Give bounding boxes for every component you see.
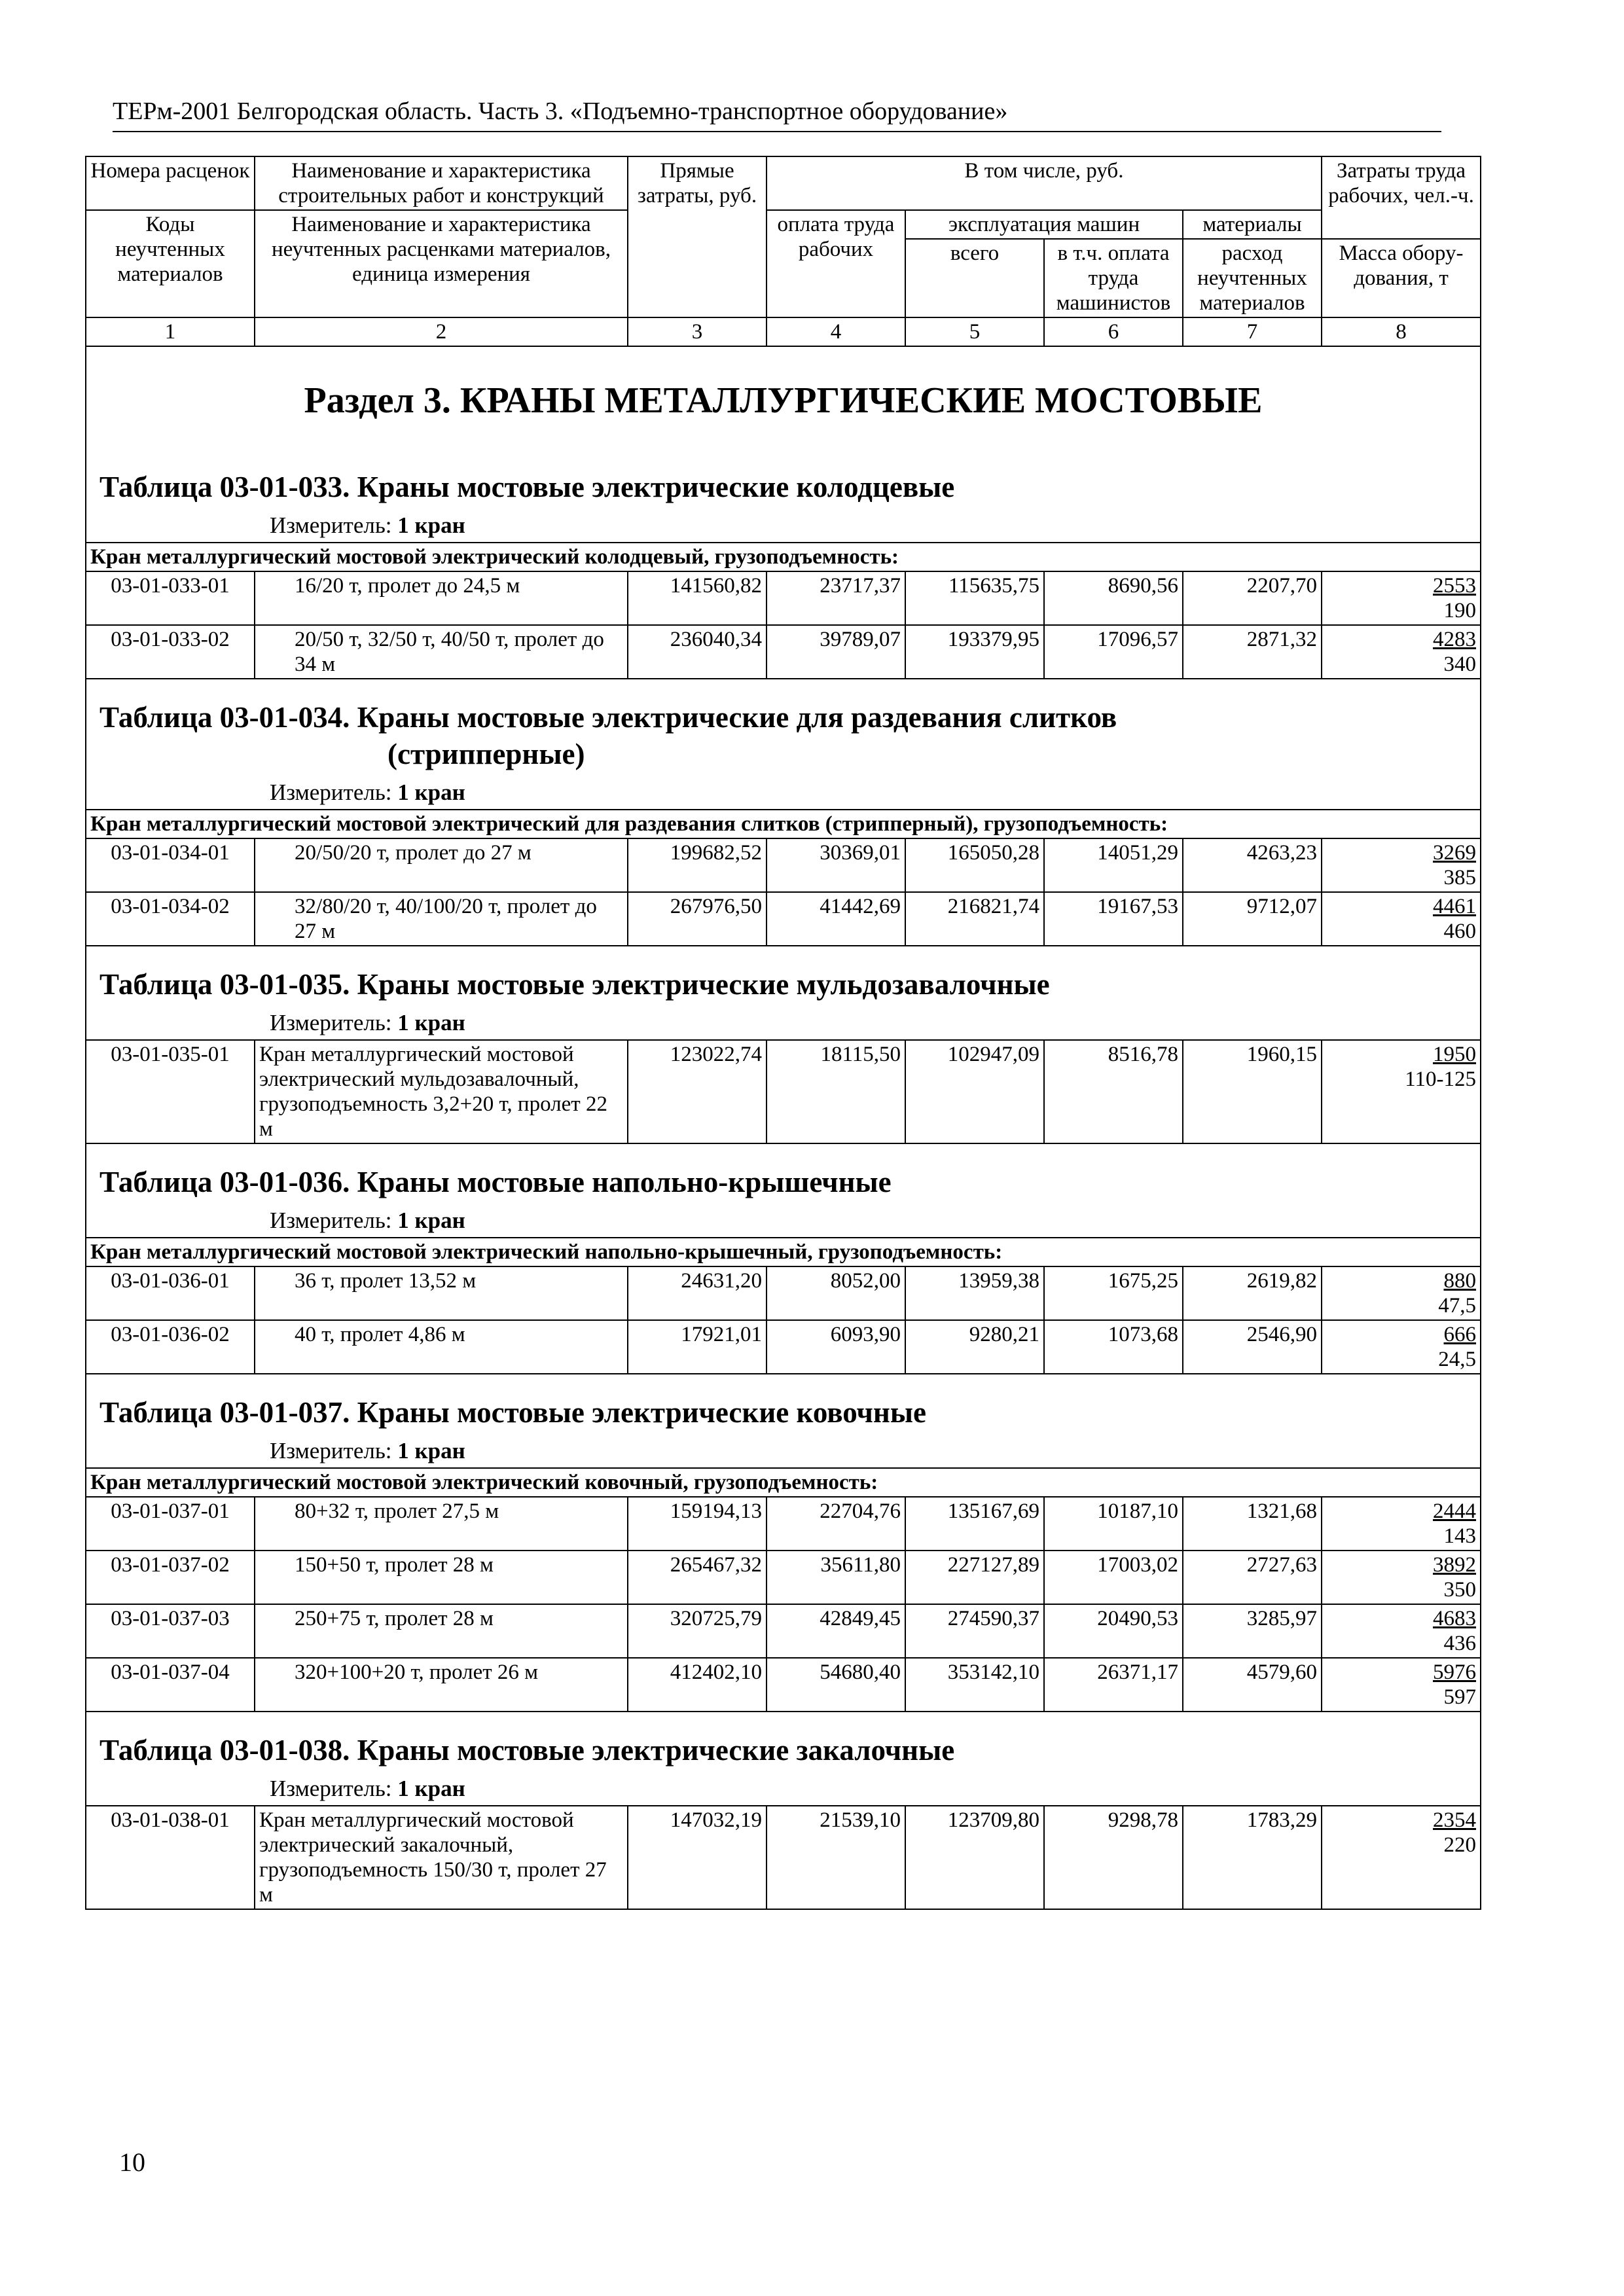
header-col4: оплата труда рабочих [767, 210, 905, 317]
rate-name: 20/50/20 т, пролет до 27 м [255, 838, 628, 892]
machinist-labor-cost: 9298,78 [1044, 1806, 1183, 1909]
header-col5: всего [905, 239, 1044, 317]
rate-name: 20/50 т, 32/50 т, 40/50 т, пролет до 34 м [255, 625, 628, 679]
machine-cost: 193379,95 [905, 625, 1044, 679]
equipment-mass: 340 [1443, 653, 1477, 676]
header-col3: Прямые затраты, руб. [628, 156, 767, 317]
direct-cost: 265467,32 [628, 1551, 767, 1604]
machine-cost: 353142,10 [905, 1658, 1044, 1712]
labor-hours: 2444 [1433, 1499, 1477, 1523]
labor-and-mass [1322, 1040, 1481, 1143]
measure-label: Измеритель: [270, 1010, 392, 1035]
measure-value: 1 кран [397, 512, 465, 538]
machine-cost: 216821,74 [905, 892, 1044, 946]
labor-and-mass [1322, 892, 1481, 946]
machinist-labor-cost: 14051,29 [1044, 838, 1183, 892]
labor-and-mass [1322, 1497, 1481, 1551]
table-title-row [86, 1143, 1481, 1238]
measure-label: Измеритель: [270, 780, 392, 805]
rate-code: 03-01-036-01 [86, 1266, 255, 1320]
machine-cost: 123709,80 [905, 1806, 1044, 1909]
rate-name: Кран металлургический мостовой электрический закалочный, грузоподъемность 150/30 т, пролет 27 м [255, 1806, 628, 1909]
labor-cost: 23717,37 [767, 571, 905, 625]
table-row [86, 625, 1481, 679]
labor-cost: 41442,69 [767, 892, 905, 946]
column-number: 5 [905, 317, 1044, 346]
rate-name: 36 т, пролет 13,52 м [255, 1266, 628, 1320]
table-title-text: Таблица 03-01-037. Краны мостовые электрические ковочные [99, 1396, 926, 1429]
header-col2-bottom: Наименование и характеристика неучтенных расценками материалов, единица измерения [255, 210, 628, 317]
measure-value: 1 кран [397, 780, 465, 805]
machinist-labor-cost: 8516,78 [1044, 1040, 1183, 1143]
labor-cost: 39789,07 [767, 625, 905, 679]
measure-value: 1 кран [397, 1010, 465, 1035]
rate-code: 03-01-033-01 [86, 571, 255, 625]
group-label: Кран металлургический мостовой электрический для раздевания слитков (стрипперный), грузоподъемность: [86, 810, 1481, 838]
section-row [86, 346, 1481, 449]
equipment-mass: 24,5 [1438, 1348, 1477, 1371]
direct-cost: 141560,82 [628, 571, 767, 625]
labor-cost: 6093,90 [767, 1320, 905, 1374]
equipment-mass: 190 [1443, 599, 1477, 622]
header-col7: расход неучтенных материалов [1183, 239, 1322, 317]
labor-and-mass [1322, 1806, 1481, 1909]
materials-cost: 4263,23 [1183, 838, 1322, 892]
labor-and-mass [1322, 1658, 1481, 1712]
labor-and-mass [1322, 838, 1481, 892]
machine-cost: 115635,75 [905, 571, 1044, 625]
column-number: 6 [1044, 317, 1183, 346]
materials-cost: 4579,60 [1183, 1658, 1322, 1712]
column-number: 7 [1183, 317, 1322, 346]
header-row-1 [86, 156, 1481, 210]
machinist-labor-cost: 26371,17 [1044, 1658, 1183, 1712]
machine-cost: 165050,28 [905, 838, 1044, 892]
table-row [86, 1497, 1481, 1551]
equipment-mass: 385 [1443, 866, 1477, 889]
equipment-mass: 220 [1443, 1833, 1477, 1857]
header-machines: эксплуатация машин [905, 210, 1183, 239]
group-row [86, 543, 1481, 571]
direct-cost: 147032,19 [628, 1806, 767, 1909]
column-number: 2 [255, 317, 628, 346]
header-materials: материалы [1183, 210, 1322, 239]
measure-label: Измеритель: [270, 1776, 392, 1801]
measure-line [86, 776, 1480, 809]
rate-code: 03-01-037-03 [86, 1604, 255, 1658]
labor-hours: 1950 [1433, 1043, 1477, 1066]
table-title [86, 679, 1480, 776]
measure-value: 1 кран [397, 1776, 465, 1801]
measure-value: 1 кран [397, 1208, 465, 1233]
table-row [86, 1551, 1481, 1604]
equipment-mass: 460 [1443, 920, 1477, 943]
rate-name: 32/80/20 т, 40/100/20 т, пролет до 27 м [255, 892, 628, 946]
direct-cost: 320725,79 [628, 1604, 767, 1658]
machinist-labor-cost: 8690,56 [1044, 571, 1183, 625]
machinist-labor-cost: 19167,53 [1044, 892, 1183, 946]
table-row [86, 1320, 1481, 1374]
rate-code: 03-01-035-01 [86, 1040, 255, 1143]
equipment-mass: 110-125 [1405, 1067, 1477, 1091]
machine-cost: 135167,69 [905, 1497, 1044, 1551]
measure-label: Измеритель: [270, 1438, 392, 1463]
page-header: ТЕРм-2001 Белгородская область. Часть 3. «Подъемно-транспортное оборудование» [113, 97, 1441, 132]
materials-cost: 2871,32 [1183, 625, 1322, 679]
direct-cost: 267976,50 [628, 892, 767, 946]
measure-line [86, 1204, 1480, 1237]
group-row [86, 810, 1481, 838]
labor-cost: 22704,76 [767, 1497, 905, 1551]
page-number: 10 [119, 2147, 145, 2177]
machine-cost: 102947,09 [905, 1040, 1044, 1143]
rate-code: 03-01-037-02 [86, 1551, 255, 1604]
measure-label: Измеритель: [270, 1208, 392, 1233]
materials-cost: 2727,63 [1183, 1551, 1322, 1604]
measure-line [86, 1772, 1480, 1805]
machinist-labor-cost: 20490,53 [1044, 1604, 1183, 1658]
measure-label: Измеритель: [270, 512, 392, 538]
group-row [86, 1238, 1481, 1266]
direct-cost: 17921,01 [628, 1320, 767, 1374]
table-title-text: Таблица 03-01-038. Краны мостовые электрические закалочные [99, 1734, 955, 1767]
labor-hours: 880 [1443, 1269, 1477, 1293]
column-number: 3 [628, 317, 767, 346]
materials-cost: 1321,68 [1183, 1497, 1322, 1551]
table-title [86, 1712, 1480, 1772]
measure-line [86, 509, 1480, 542]
group-label: Кран металлургический мостовой электрический ковочный, грузоподъемность: [86, 1468, 1481, 1497]
table-title-text: Таблица 03-01-034. Краны мостовые электрические для раздевания слитков [99, 701, 1117, 734]
measure-line [86, 1435, 1480, 1467]
equipment-mass: 350 [1443, 1578, 1477, 1602]
header-including: В том числе, руб. [767, 156, 1322, 210]
direct-cost: 123022,74 [628, 1040, 767, 1143]
labor-hours: 4683 [1433, 1607, 1477, 1630]
machinist-labor-cost: 1073,68 [1044, 1320, 1183, 1374]
labor-hours: 3269 [1433, 841, 1477, 865]
section-title: Раздел 3. КРАНЫ МЕТАЛЛУРГИЧЕСКИЕ МОСТОВЫЕ [304, 380, 1263, 421]
rate-name: 150+50 т, пролет 28 м [255, 1551, 628, 1604]
machinist-labor-cost: 17003,02 [1044, 1551, 1183, 1604]
rate-code: 03-01-034-01 [86, 838, 255, 892]
column-number: 1 [86, 317, 255, 346]
materials-cost: 3285,97 [1183, 1604, 1322, 1658]
table-title-continuation: (стрипперные) [388, 738, 585, 770]
machinist-labor-cost: 17096,57 [1044, 625, 1183, 679]
labor-and-mass [1322, 1266, 1481, 1320]
table-row [86, 1604, 1481, 1658]
table-title-row [86, 449, 1481, 543]
header-col1-top: Номера расценок [86, 156, 255, 210]
labor-hours: 4461 [1433, 895, 1477, 918]
materials-cost: 2619,82 [1183, 1266, 1322, 1320]
table-title-row [86, 946, 1481, 1040]
rate-name: 40 т, пролет 4,86 м [255, 1320, 628, 1374]
rate-name: Кран металлургический мостовой электрический мульдозавалочный, грузоподъемность 3,2+20 т, пролет 22 м [255, 1040, 628, 1143]
materials-cost: 1960,15 [1183, 1040, 1322, 1143]
labor-hours: 666 [1443, 1323, 1477, 1346]
labor-and-mass [1322, 1551, 1481, 1604]
equipment-mass: 597 [1443, 1685, 1477, 1709]
header-col6: в т.ч. оплата труда машинистов [1044, 239, 1183, 317]
group-label: Кран металлургический мостовой электрический колодцевый, грузоподъемность: [86, 543, 1481, 571]
labor-cost: 21539,10 [767, 1806, 905, 1909]
column-number: 8 [1322, 317, 1481, 346]
table-title-row [86, 1374, 1481, 1468]
labor-hours: 5976 [1433, 1660, 1477, 1684]
table-title-text: Таблица 03-01-033. Краны мостовые электрические колодцевые [99, 471, 955, 503]
price-table [85, 156, 1481, 1910]
header-col8-top: Затраты труда рабочих, чел.-ч. [1322, 156, 1481, 239]
table-row [86, 1040, 1481, 1143]
rate-name: 16/20 т, пролет до 24,5 м [255, 571, 628, 625]
labor-hours: 2354 [1433, 1808, 1477, 1832]
labor-cost: 42849,45 [767, 1604, 905, 1658]
equipment-mass: 436 [1443, 1632, 1477, 1655]
machinist-labor-cost: 1675,25 [1044, 1266, 1183, 1320]
labor-cost: 18115,50 [767, 1040, 905, 1143]
table-title [86, 1144, 1480, 1204]
table-row [86, 571, 1481, 625]
rate-code: 03-01-038-01 [86, 1806, 255, 1909]
labor-and-mass [1322, 1604, 1481, 1658]
rate-code: 03-01-037-01 [86, 1497, 255, 1551]
equipment-mass: 143 [1443, 1524, 1477, 1548]
labor-cost: 54680,40 [767, 1658, 905, 1712]
machine-cost: 274590,37 [905, 1604, 1044, 1658]
rate-name: 250+75 т, пролет 28 м [255, 1604, 628, 1658]
table-row [86, 1266, 1481, 1320]
machine-cost: 227127,89 [905, 1551, 1044, 1604]
header-col8-bottom: Масса обору-дования, т [1322, 239, 1481, 317]
machine-cost: 13959,38 [905, 1266, 1044, 1320]
table-title-text: Таблица 03-01-036. Краны мостовые напольно-крышечные [99, 1166, 892, 1198]
direct-cost: 199682,52 [628, 838, 767, 892]
labor-and-mass [1322, 625, 1481, 679]
table-row [86, 892, 1481, 946]
materials-cost: 2546,90 [1183, 1320, 1322, 1374]
group-label: Кран металлургический мостовой электрический напольно-крышечный, грузоподъемность: [86, 1238, 1481, 1266]
table-row [86, 1658, 1481, 1712]
labor-hours: 3892 [1433, 1553, 1477, 1577]
labor-and-mass [1322, 571, 1481, 625]
rate-code: 03-01-034-02 [86, 892, 255, 946]
header-col1-bottom: Коды неучтенных материалов [86, 210, 255, 317]
table-row [86, 1806, 1481, 1909]
labor-cost: 8052,00 [767, 1266, 905, 1320]
direct-cost: 412402,10 [628, 1658, 767, 1712]
machine-cost: 9280,21 [905, 1320, 1044, 1374]
table-title [86, 449, 1480, 509]
materials-cost: 2207,70 [1183, 571, 1322, 625]
table-title-row [86, 679, 1481, 810]
labor-hours: 4283 [1433, 628, 1477, 651]
table-title [86, 946, 1480, 1007]
table-title-row [86, 1712, 1481, 1806]
header-row-2 [86, 210, 1481, 239]
table-row [86, 838, 1481, 892]
labor-and-mass [1322, 1320, 1481, 1374]
labor-cost: 30369,01 [767, 838, 905, 892]
rate-name: 320+100+20 т, пролет 26 м [255, 1658, 628, 1712]
materials-cost: 9712,07 [1183, 892, 1322, 946]
equipment-mass: 47,5 [1438, 1294, 1477, 1318]
labor-cost: 35611,80 [767, 1551, 905, 1604]
header-col2-top: Наименование и характеристика строительных работ и конструкций [255, 156, 628, 210]
rate-code: 03-01-036-02 [86, 1320, 255, 1374]
rate-name: 80+32 т, пролет 27,5 м [255, 1497, 628, 1551]
table-title [86, 1374, 1480, 1435]
measure-value: 1 кран [397, 1438, 465, 1463]
direct-cost: 236040,34 [628, 625, 767, 679]
measure-line [86, 1007, 1480, 1039]
column-number: 4 [767, 317, 905, 346]
table-title-text: Таблица 03-01-035. Краны мостовые электрические мульдозавалочные [99, 968, 1050, 1001]
direct-cost: 24631,20 [628, 1266, 767, 1320]
rate-code: 03-01-037-04 [86, 1658, 255, 1712]
materials-cost: 1783,29 [1183, 1806, 1322, 1909]
group-row [86, 1468, 1481, 1497]
rate-code: 03-01-033-02 [86, 625, 255, 679]
machinist-labor-cost: 10187,10 [1044, 1497, 1183, 1551]
direct-cost: 159194,13 [628, 1497, 767, 1551]
column-numbers-row [86, 317, 1481, 346]
labor-hours: 2553 [1433, 574, 1477, 598]
